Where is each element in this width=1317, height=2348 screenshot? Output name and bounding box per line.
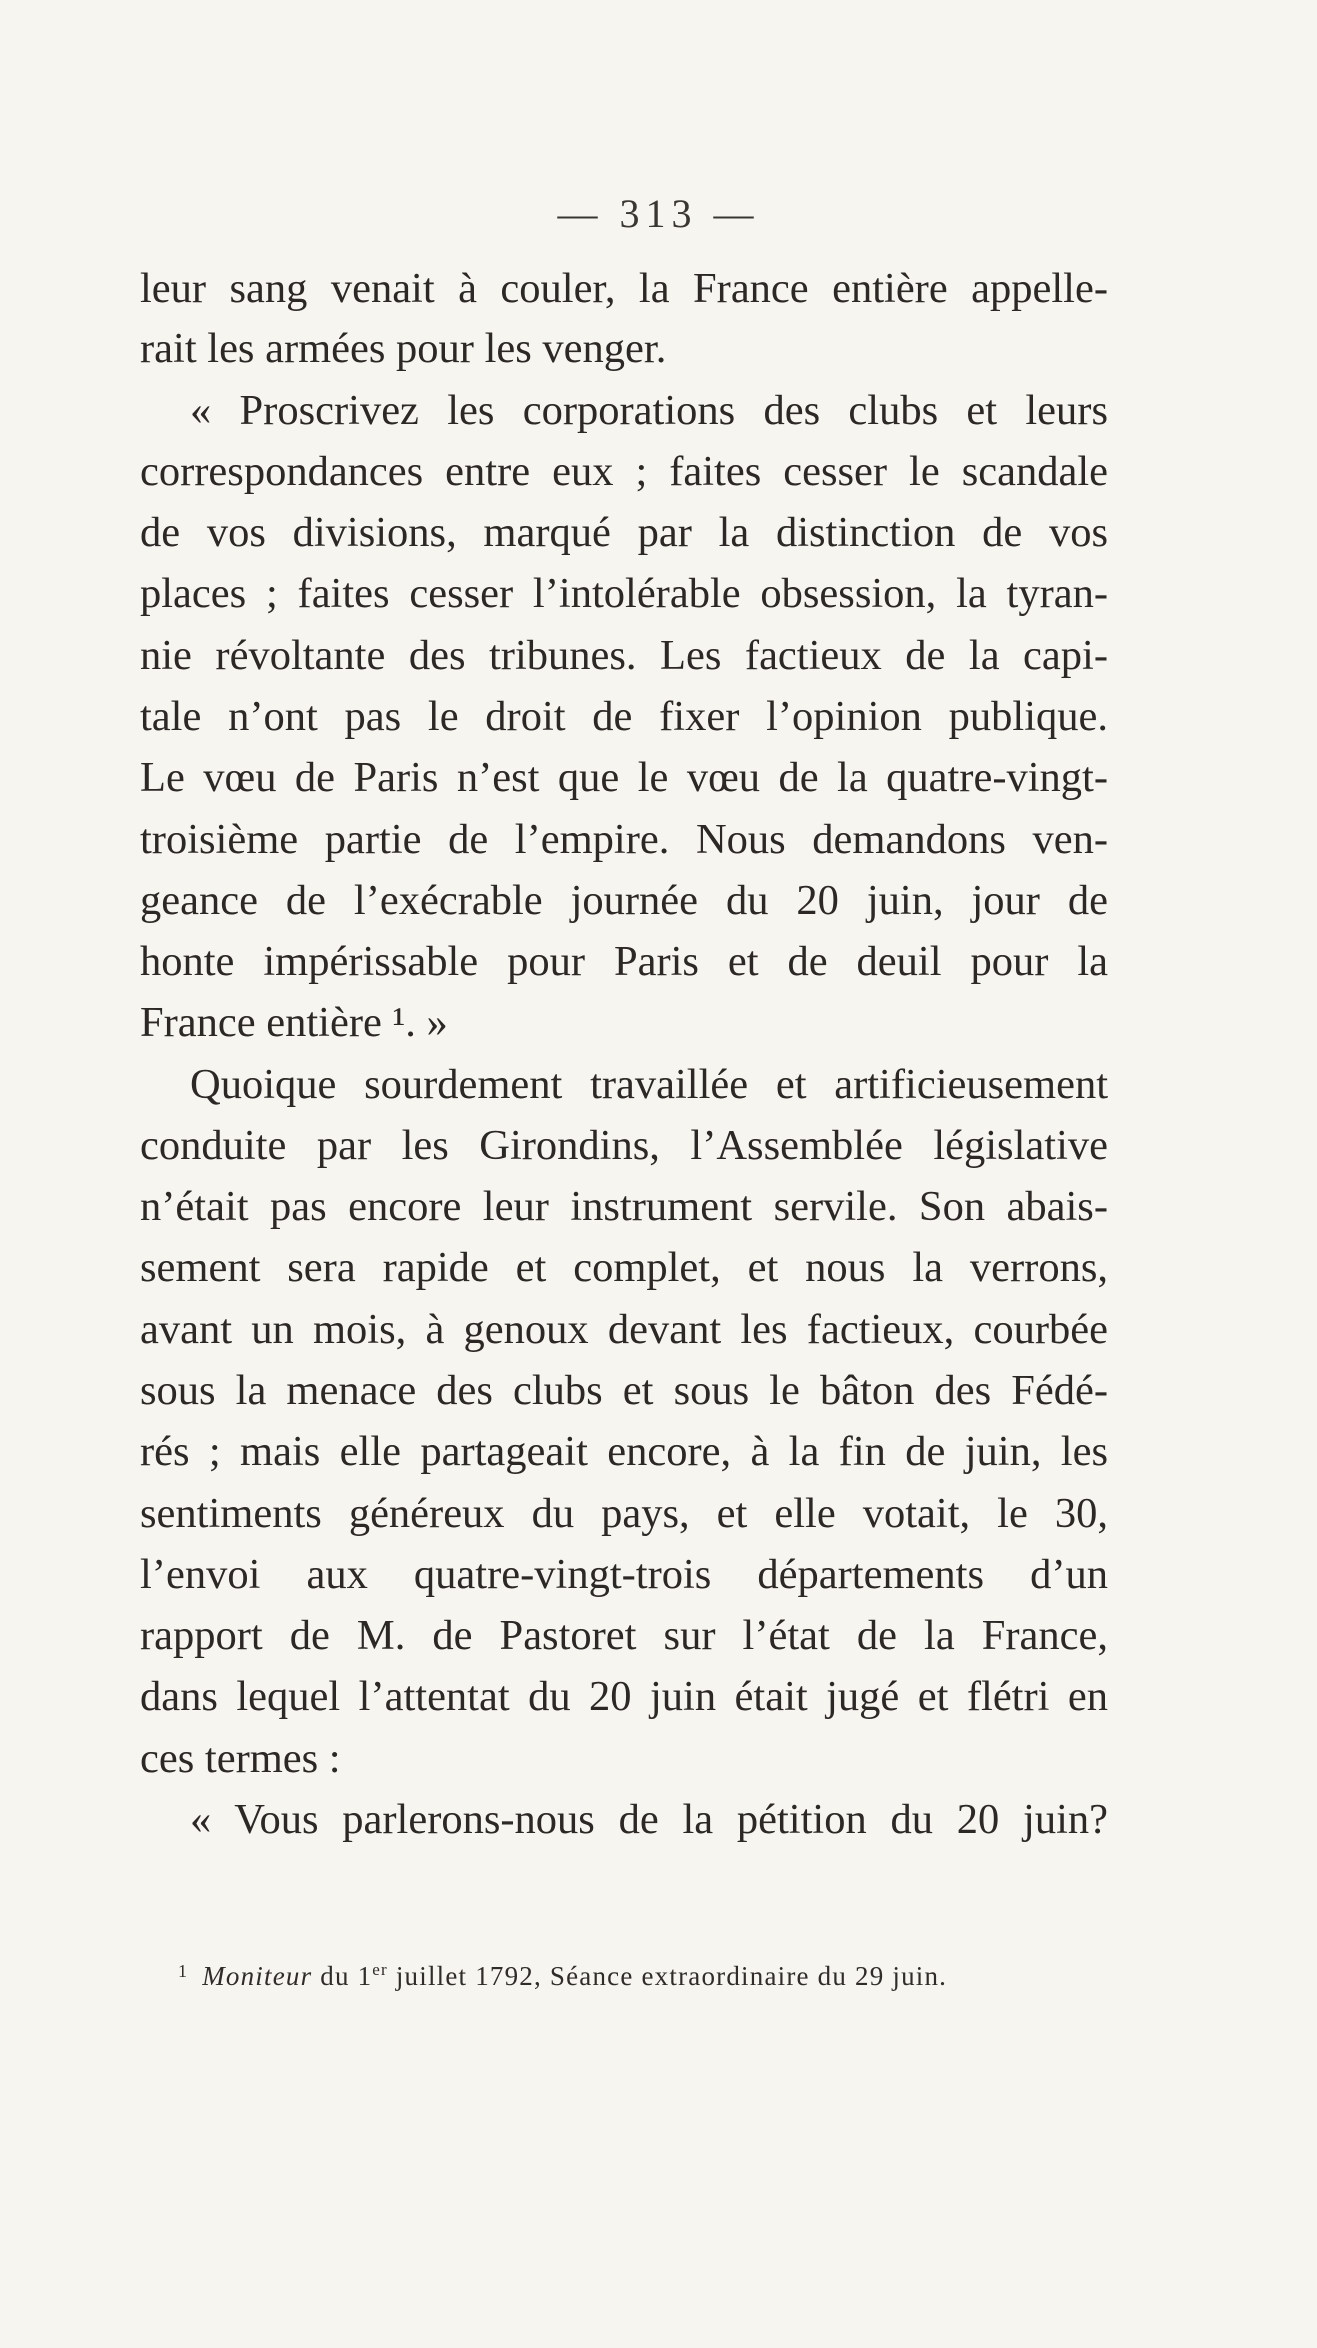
text-line: « Vous parlerons-nous de la pétition du 20 juin? bbox=[190, 1796, 1108, 1843]
text-line: sous la menace des clubs et sous le bâton des Fédé- bbox=[140, 1367, 1108, 1414]
text-line: honte impérissable pour Paris et de deuil pour la bbox=[140, 938, 1108, 985]
footnote bbox=[178, 1950, 1118, 1996]
text-line: sentiments généreux du pays, et elle votait, le 30, bbox=[140, 1490, 1108, 1537]
page-number: — 313 — bbox=[557, 191, 760, 236]
footnote-text: du 1 bbox=[312, 1961, 373, 1991]
text-line: de vos divisions, marqué par la distinction de vos bbox=[140, 509, 1108, 556]
text-line: nie révoltante des tribunes. Les factieux de la capi- bbox=[140, 632, 1108, 679]
text-line: rés ; mais elle partageait encore, à la fin de juin, les bbox=[140, 1428, 1108, 1475]
text-line: leur sang venait à couler, la France entière appelle- bbox=[140, 265, 1108, 312]
text-line: dans lequel l’attentat du 20 juin était jugé et flétri en bbox=[140, 1673, 1108, 1720]
text-line: France entière ¹. » bbox=[140, 999, 448, 1046]
text-line: conduite par les Girondins, l’Assemblée législative bbox=[140, 1122, 1108, 1169]
text-line: correspondances entre eux ; faites cesser le scandale bbox=[140, 448, 1108, 495]
text-line: ces termes : bbox=[140, 1735, 341, 1782]
text-line: avant un mois, à genoux devant les factieux, courbée bbox=[140, 1306, 1108, 1353]
text-line: n’était pas encore leur instrument servile. Son abais- bbox=[140, 1183, 1108, 1230]
footnote-work-title: Moniteur bbox=[202, 1961, 313, 1991]
text-line: places ; faites cesser l’intolérable obsession, la tyran- bbox=[140, 570, 1108, 617]
text-line: troisième partie de l’empire. Nous demandons ven- bbox=[140, 816, 1108, 863]
text-line: « Proscrivez les corporations des clubs et leurs bbox=[190, 387, 1108, 434]
text-line: tale n’ont pas le droit de fixer l’opinion publique. bbox=[140, 693, 1108, 740]
footnote-superscript: er bbox=[372, 1960, 388, 1979]
footnote-marker: 1 bbox=[178, 1961, 189, 1981]
footnote-text: juillet 1792, Séance extraordinaire du 29 juin. bbox=[387, 1961, 948, 1991]
text-line: geance de l’exécrable journée du 20 juin, jour de bbox=[140, 877, 1108, 924]
text-line: l’envoi aux quatre-vingt-trois départements d’un bbox=[140, 1551, 1108, 1598]
text-line: Quoique sourdement travaillée et artificieusement bbox=[190, 1061, 1108, 1108]
text-line: sement sera rapide et complet, et nous la verrons, bbox=[140, 1244, 1108, 1291]
text-line: rait les armées pour les venger. bbox=[140, 325, 667, 372]
text-line: rapport de M. de Pastoret sur l’état de la France, bbox=[140, 1612, 1108, 1659]
text-line: Le vœu de Paris n’est que le vœu de la quatre-vingt- bbox=[140, 754, 1108, 801]
